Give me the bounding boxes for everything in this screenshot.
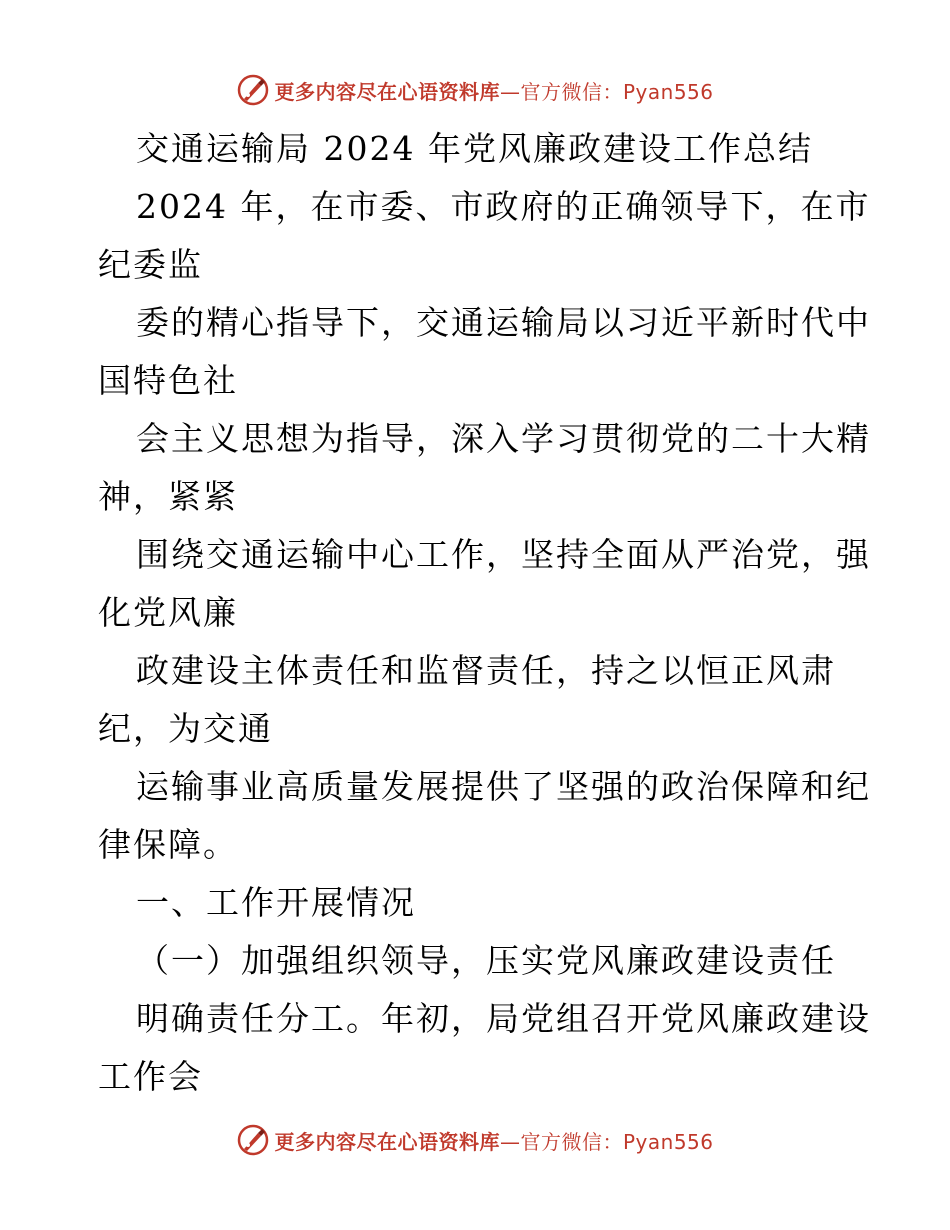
banner-dash: — [499,1129,521,1154]
banner-official-label: 官方微信： [520,1129,623,1154]
banner-main-text: 更多内容尽在心语资料库 [274,1129,500,1154]
doc-line: 围绕交通运输中心工作，坚持全面从严治党，强 [136,535,871,574]
section-heading: 一、工作开展情况 [136,883,416,922]
doc-line: 神，紧紧 [98,477,238,516]
doc-line: 2024 年，在市委、市政府的正确领导下，在市 [136,187,871,226]
doc-line: 委的精心指导下，交通运输局以习近平新时代中 [136,303,871,342]
banner-main-text: 更多内容尽在心语资料库 [274,79,500,104]
doc-line: 政建设主体责任和监督责任，持之以恒正风肃 [136,651,836,690]
doc-line: 工作会 [98,1057,203,1096]
subsection-heading: （一）加强组织领导，压实党风廉政建设责任 [136,941,836,980]
doc-title: 交通运输局 2024 年党风廉政建设工作总结 [136,129,813,168]
pen-logo-icon [236,1123,270,1157]
pen-logo-icon [236,73,270,107]
doc-line: 纪，为交通 [98,709,273,748]
footer-watermark-banner [0,1120,950,1160]
doc-line: 明确责任分工。年初，局党组召开党风廉政建设 [136,999,871,1038]
doc-line: 运输事业高质量发展提供了坚强的政治保障和纪 [136,767,871,806]
banner-wechat-id: Pyan556 [622,79,714,104]
banner-dash: — [499,79,521,104]
banner-official-label: 官方微信： [520,79,623,104]
doc-line: 纪委监 [98,245,203,284]
header-watermark-banner [0,70,950,110]
doc-line: 会主义思想为指导，深入学习贯彻党的二十大精 [136,419,871,458]
document-body [98,120,871,1106]
doc-line: 化党风廉 [98,593,238,632]
doc-line: 律保障。 [98,825,238,864]
doc-line: 国特色社 [98,361,238,400]
banner-wechat-id: Pyan556 [622,1129,714,1154]
